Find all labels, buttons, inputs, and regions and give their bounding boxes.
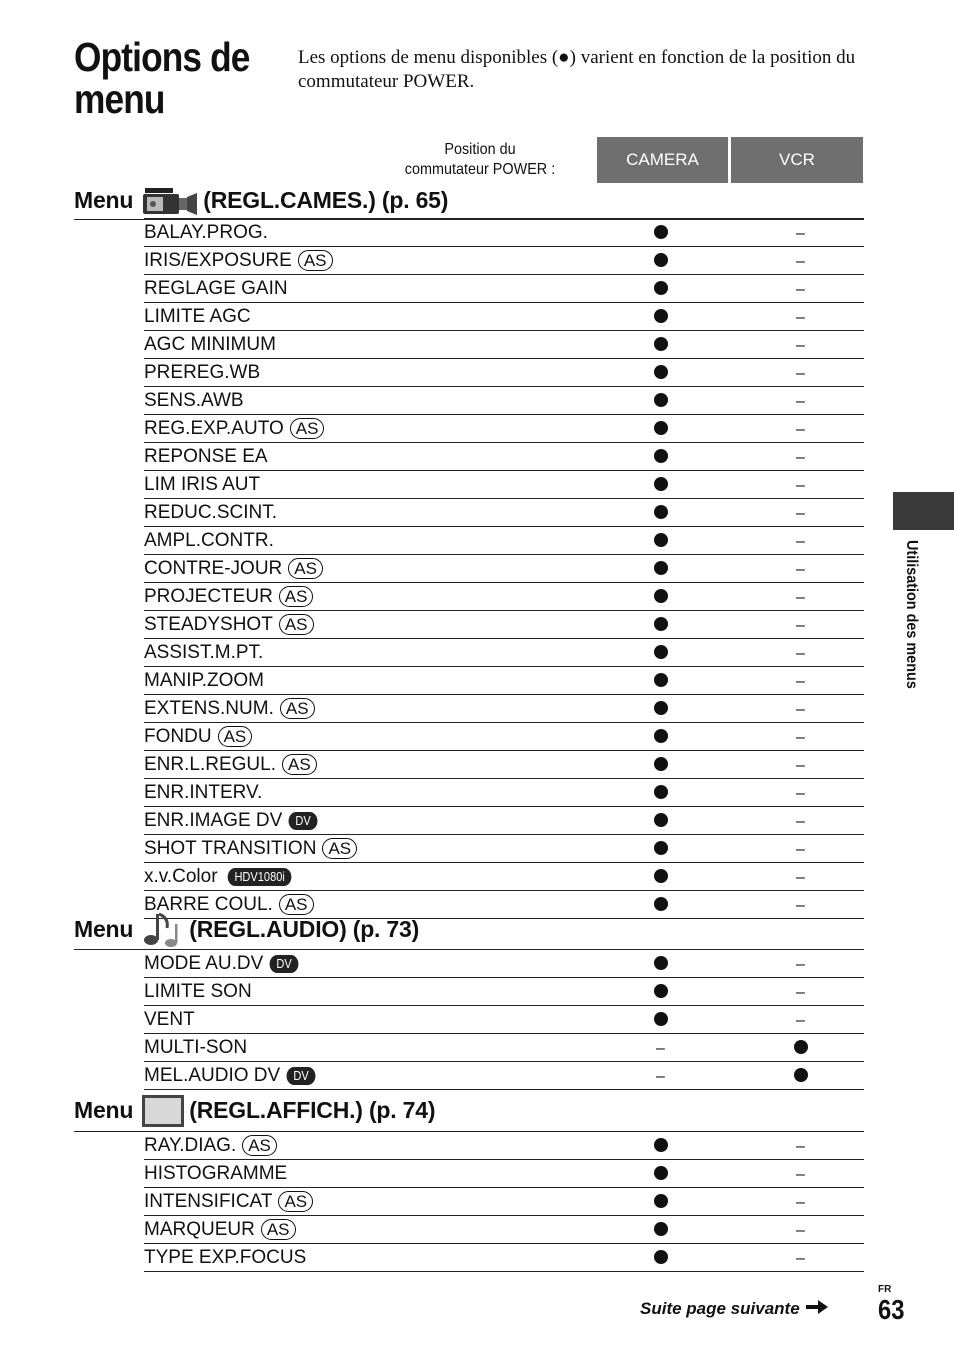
as-badge: AS — [280, 698, 315, 719]
available-dot-icon — [654, 505, 668, 519]
menu-item-label: IRIS/EXPOSURE — [144, 249, 292, 271]
unavailable-dash: – — [796, 983, 805, 1001]
format-badge: DV — [289, 812, 318, 830]
unavailable-dash: – — [796, 1165, 805, 1183]
column-header-vcr: VCR — [731, 137, 863, 183]
menu-item-cell — [144, 362, 584, 384]
available-dot-icon — [654, 813, 668, 827]
unavailable-dash: – — [796, 672, 805, 690]
unavailable-dash: – — [796, 728, 805, 746]
unavailable-dash: – — [796, 308, 805, 326]
vcr-cell — [737, 754, 864, 776]
as-badge: AS — [278, 1191, 313, 1212]
menu-item-label: LIM IRIS AUT — [144, 473, 261, 495]
menu-item-row — [144, 723, 864, 751]
vcr-cell — [737, 642, 864, 664]
menu-item-label: BARRE COUL. — [144, 893, 273, 915]
chapter-tab — [893, 492, 954, 530]
page-number: 63 — [878, 1294, 905, 1325]
menu-item-row — [144, 695, 864, 723]
menu-item-row — [144, 978, 864, 1006]
vcr-cell — [737, 418, 864, 440]
vcr-cell — [737, 1191, 864, 1213]
camera-cell — [584, 642, 737, 664]
available-dot-icon — [654, 956, 668, 970]
unavailable-dash: – — [796, 840, 805, 858]
menu-item-label: REPONSE EA — [144, 445, 268, 467]
menu-item-label: LIMITE SON — [144, 980, 252, 1002]
menu-item-cell — [144, 1191, 584, 1213]
unavailable-dash: – — [796, 1011, 805, 1029]
menu-item-cell — [144, 586, 584, 608]
menu-item-row — [144, 527, 864, 555]
intro-text: Les options de menu disponibles (●) varient en fonction de la position du commutateur POWER. — [298, 47, 856, 92]
available-dot-icon — [654, 1012, 668, 1026]
menu-item-cell — [144, 698, 584, 720]
menu-item-cell — [144, 558, 584, 580]
menu-item-label: x.v.Color — [144, 865, 218, 887]
menu-item-cell — [144, 1163, 584, 1185]
menu-item-label: BALAY.PROG. — [144, 221, 268, 243]
unavailable-dash: – — [796, 280, 805, 298]
menu-item-cell — [144, 278, 584, 300]
unavailable-dash: – — [796, 504, 805, 522]
menu-table-regl-audio — [144, 950, 864, 1090]
as-badge: AS — [279, 894, 314, 915]
vcr-cell — [737, 250, 864, 272]
available-dot-icon — [654, 841, 668, 855]
menu-item-label: REG.EXP.AUTO — [144, 417, 284, 439]
next-page-text: Suite page suivante — [640, 1299, 800, 1318]
menu-table-regl-cames — [144, 218, 864, 919]
section-header-regl-cames — [74, 181, 864, 220]
camera-cell — [584, 1065, 737, 1087]
as-badge: AS — [279, 614, 314, 635]
unavailable-dash: – — [796, 868, 805, 886]
menu-item-row — [144, 471, 864, 499]
unavailable-dash: – — [796, 616, 805, 634]
menu-item-row — [144, 1160, 864, 1188]
camera-cell — [584, 474, 737, 496]
available-dot-icon — [654, 449, 668, 463]
camera-cell — [584, 1191, 737, 1213]
menu-item-cell — [144, 418, 584, 440]
available-dot-icon — [654, 1222, 668, 1236]
as-badge: AS — [290, 418, 325, 439]
camera-cell — [584, 614, 737, 636]
available-dot-icon — [654, 785, 668, 799]
unavailable-dash: – — [796, 420, 805, 438]
unavailable-dash: – — [796, 336, 805, 354]
camera-cell — [584, 953, 737, 975]
unavailable-dash: – — [796, 955, 805, 973]
menu-item-row — [144, 331, 864, 359]
vcr-cell — [737, 1037, 864, 1059]
available-dot-icon — [654, 281, 668, 295]
available-dot-icon — [654, 561, 668, 575]
camera-cell — [584, 810, 737, 832]
as-badge: AS — [288, 558, 323, 579]
menu-item-cell — [144, 1135, 584, 1157]
available-dot-icon — [654, 645, 668, 659]
menu-item-cell — [144, 981, 584, 1003]
menu-item-cell — [144, 726, 584, 748]
camera-cell — [584, 362, 737, 384]
vcr-cell — [737, 810, 864, 832]
available-dot-icon — [654, 309, 668, 323]
vcr-cell — [737, 1065, 864, 1087]
menu-item-label: ENR.INTERV. — [144, 781, 263, 803]
menu-item-cell — [144, 838, 584, 860]
vcr-cell — [737, 1219, 864, 1241]
unavailable-dash: – — [796, 896, 805, 914]
available-dot-icon — [654, 421, 668, 435]
menu-item-row — [144, 387, 864, 415]
menu-item-cell — [144, 614, 584, 636]
vcr-cell — [737, 726, 864, 748]
camera-cell — [584, 1219, 737, 1241]
next-page-note — [640, 1299, 862, 1319]
camera-cell — [584, 250, 737, 272]
menu-item-row — [144, 1034, 864, 1062]
menu-item-cell — [144, 334, 584, 356]
vcr-cell — [737, 306, 864, 328]
menu-item-row — [144, 275, 864, 303]
camera-cell — [584, 698, 737, 720]
column-header-camera: CAMERA — [597, 137, 728, 183]
unavailable-dash: – — [656, 1039, 665, 1057]
menu-item-row — [144, 1244, 864, 1272]
as-badge: AS — [242, 1135, 277, 1156]
section-heading: (REGL.AUDIO) (p. 73) — [189, 915, 420, 942]
vcr-cell — [737, 838, 864, 860]
available-dot-icon — [654, 393, 668, 407]
available-dot-icon — [654, 1166, 668, 1180]
camera-cell — [584, 754, 737, 776]
format-badge: DV — [287, 1067, 316, 1085]
camera-cell — [584, 866, 737, 888]
menu-item-row — [144, 499, 864, 527]
available-dot-icon — [654, 1250, 668, 1264]
unavailable-dash: – — [796, 1137, 805, 1155]
menu-item-label: EXTENS.NUM. — [144, 697, 274, 719]
unavailable-dash: – — [796, 392, 805, 410]
menu-item-cell — [144, 530, 584, 552]
camera-cell — [584, 502, 737, 524]
menu-item-row — [144, 443, 864, 471]
menu-item-row — [144, 807, 864, 835]
menu-item-cell — [144, 670, 584, 692]
menu-item-cell — [144, 953, 584, 975]
menu-item-cell — [144, 1009, 584, 1031]
as-badge: AS — [261, 1219, 296, 1240]
format-badge: HDV1080i — [227, 868, 291, 886]
music-notes-icon — [141, 910, 185, 948]
menu-item-cell — [144, 642, 584, 664]
camera-cell — [584, 530, 737, 552]
menu-item-label: MULTI-SON — [144, 1036, 248, 1058]
vcr-cell — [737, 782, 864, 804]
camera-cell — [584, 782, 737, 804]
menu-item-row — [144, 219, 864, 247]
available-dot-icon — [654, 673, 668, 687]
camera-cell — [584, 1135, 737, 1157]
menu-item-row — [144, 247, 864, 275]
unavailable-dash: – — [796, 756, 805, 774]
vcr-cell — [737, 362, 864, 384]
menu-item-label: INTENSIFICAT — [144, 1190, 273, 1212]
camera-cell — [584, 306, 737, 328]
menu-item-label: AMPL.CONTR. — [144, 529, 274, 551]
unavailable-dash: – — [796, 532, 805, 550]
vcr-cell — [737, 334, 864, 356]
unavailable-dash: – — [656, 1067, 665, 1085]
arrow-right-icon — [806, 1299, 828, 1319]
camcorder-icon — [141, 184, 199, 216]
menu-item-row — [144, 779, 864, 807]
menu-item-row — [144, 415, 864, 443]
menu-item-row — [144, 639, 864, 667]
menu-item-row — [144, 1132, 864, 1160]
vcr-cell — [737, 1163, 864, 1185]
menu-item-label: CONTRE-JOUR — [144, 557, 283, 579]
vcr-cell — [737, 446, 864, 468]
menu-item-cell — [144, 502, 584, 524]
menu-item-label: MODE AU.DV — [144, 952, 264, 974]
vcr-cell — [737, 698, 864, 720]
language-code: FR — [878, 1284, 892, 1295]
menu-item-label: TYPE EXP.FOCUS — [144, 1246, 307, 1268]
available-dot-icon — [654, 757, 668, 771]
camera-cell — [584, 586, 737, 608]
menu-item-cell — [144, 1219, 584, 1241]
unavailable-dash: – — [796, 224, 805, 242]
menu-item-label: LIMITE AGC — [144, 305, 251, 327]
available-dot-icon — [654, 533, 668, 547]
menu-item-row — [144, 359, 864, 387]
menu-item-cell — [144, 390, 584, 412]
camera-cell — [584, 418, 737, 440]
position-label: Position du commutateur POWER : — [404, 141, 556, 178]
camera-cell — [584, 981, 737, 1003]
unavailable-dash: – — [796, 784, 805, 802]
menu-item-row — [144, 555, 864, 583]
vcr-cell — [737, 502, 864, 524]
camera-cell — [584, 1037, 737, 1059]
vcr-cell — [737, 1247, 864, 1269]
menu-prefix: Menu — [74, 915, 134, 942]
unavailable-dash: – — [796, 476, 805, 494]
menu-item-row — [144, 1062, 864, 1090]
chapter-label: Utilisation des menus — [903, 540, 920, 689]
vcr-cell — [737, 390, 864, 412]
menu-item-cell — [144, 1247, 584, 1269]
vcr-cell — [737, 474, 864, 496]
menu-item-cell — [144, 306, 584, 328]
available-dot-icon — [654, 617, 668, 631]
menu-item-label: FONDU — [144, 725, 212, 747]
available-dot-icon — [654, 1138, 668, 1152]
unavailable-dash: – — [796, 588, 805, 606]
available-dot-icon — [654, 869, 668, 883]
unavailable-dash: – — [796, 448, 805, 466]
vcr-cell — [737, 558, 864, 580]
camera-cell — [584, 1009, 737, 1031]
menu-prefix: Menu — [74, 186, 134, 213]
camera-cell — [584, 1247, 737, 1269]
camera-cell — [584, 670, 737, 692]
vcr-cell — [737, 222, 864, 244]
available-dot-icon — [654, 701, 668, 715]
vcr-cell — [737, 614, 864, 636]
camera-cell — [584, 278, 737, 300]
menu-item-label: SENS.AWB — [144, 389, 244, 411]
vcr-cell — [737, 1135, 864, 1157]
menu-item-label: ASSIST.M.PT. — [144, 641, 264, 663]
menu-item-label: AGC MINIMUM — [144, 333, 276, 355]
section-header-regl-affich — [74, 1090, 864, 1132]
available-dot-icon — [654, 365, 668, 379]
camera-cell — [584, 838, 737, 860]
menu-item-cell — [144, 810, 584, 832]
menu-item-label: HISTOGRAMME — [144, 1162, 288, 1184]
as-badge: AS — [298, 250, 333, 271]
menu-item-row — [144, 611, 864, 639]
menu-item-cell — [144, 446, 584, 468]
section-heading: (REGL.CAMES.) (p. 65) — [203, 186, 449, 213]
available-dot-icon — [794, 1068, 808, 1082]
menu-item-label: SHOT TRANSITION — [144, 837, 317, 859]
menu-table-regl-affich — [144, 1132, 864, 1272]
available-dot-icon — [654, 1194, 668, 1208]
menu-item-row — [144, 950, 864, 978]
display-screen-icon — [141, 1094, 185, 1128]
menu-item-row — [144, 667, 864, 695]
as-badge: AS — [322, 838, 357, 859]
available-dot-icon — [654, 729, 668, 743]
menu-item-cell — [144, 474, 584, 496]
unavailable-dash: – — [796, 252, 805, 270]
menu-item-label: STEADYSHOT — [144, 613, 273, 635]
as-badge: AS — [282, 754, 317, 775]
menu-item-row — [144, 583, 864, 611]
menu-item-label: PROJECTEUR — [144, 585, 273, 607]
unavailable-dash: – — [796, 1193, 805, 1211]
available-dot-icon — [654, 337, 668, 351]
menu-item-label: RAY.DIAG. — [144, 1134, 237, 1156]
available-dot-icon — [654, 984, 668, 998]
unavailable-dash: – — [796, 1249, 805, 1267]
menu-item-label: REDUC.SCINT. — [144, 501, 278, 523]
vcr-cell — [737, 1009, 864, 1031]
camera-cell — [584, 334, 737, 356]
vcr-cell — [737, 866, 864, 888]
unavailable-dash: – — [796, 644, 805, 662]
vcr-cell — [737, 953, 864, 975]
camera-cell — [584, 558, 737, 580]
menu-item-label: ENR.L.REGUL. — [144, 753, 276, 775]
menu-item-cell — [144, 1065, 584, 1087]
available-dot-icon — [654, 477, 668, 491]
camera-cell — [584, 726, 737, 748]
menu-item-label: ENR.IMAGE DV — [144, 809, 283, 831]
menu-item-row — [144, 303, 864, 331]
available-dot-icon — [654, 253, 668, 267]
menu-item-row — [144, 1006, 864, 1034]
menu-item-cell — [144, 866, 584, 888]
menu-item-row — [144, 751, 864, 779]
menu-item-cell — [144, 782, 584, 804]
camera-cell — [584, 222, 737, 244]
vcr-cell — [737, 670, 864, 692]
as-badge: AS — [218, 726, 253, 747]
menu-item-row — [144, 835, 864, 863]
unavailable-dash: – — [796, 560, 805, 578]
menu-item-label: MARQUEUR — [144, 1218, 255, 1240]
camera-cell — [584, 1163, 737, 1185]
menu-item-cell — [144, 754, 584, 776]
unavailable-dash: – — [796, 1221, 805, 1239]
available-dot-icon — [654, 225, 668, 239]
unavailable-dash: – — [796, 364, 805, 382]
unavailable-dash: – — [796, 812, 805, 830]
as-badge: AS — [279, 586, 314, 607]
menu-item-cell — [144, 222, 584, 244]
vcr-cell — [737, 278, 864, 300]
page-title: Options de menu — [74, 34, 250, 122]
available-dot-icon — [654, 589, 668, 603]
vcr-cell — [737, 530, 864, 552]
menu-item-row — [144, 863, 864, 891]
menu-item-label: PREREG.WB — [144, 361, 261, 383]
menu-item-label: VENT — [144, 1008, 195, 1030]
menu-prefix: Menu — [74, 1097, 134, 1123]
format-badge: DV — [270, 955, 299, 973]
menu-item-row — [144, 1188, 864, 1216]
menu-item-label: MEL.AUDIO DV — [144, 1064, 281, 1086]
section-heading: (REGL.AFFICH.) (p. 74) — [189, 1097, 436, 1123]
menu-item-label: REGLAGE GAIN — [144, 277, 288, 299]
camera-cell — [584, 390, 737, 412]
menu-item-row — [144, 1216, 864, 1244]
available-dot-icon — [794, 1040, 808, 1054]
menu-item-label: MANIP.ZOOM — [144, 669, 264, 691]
vcr-cell — [737, 586, 864, 608]
vcr-cell — [737, 981, 864, 1003]
section-header-regl-audio — [74, 909, 864, 950]
unavailable-dash: – — [796, 700, 805, 718]
menu-item-cell — [144, 1037, 584, 1059]
camera-cell — [584, 446, 737, 468]
menu-item-cell — [144, 250, 584, 272]
